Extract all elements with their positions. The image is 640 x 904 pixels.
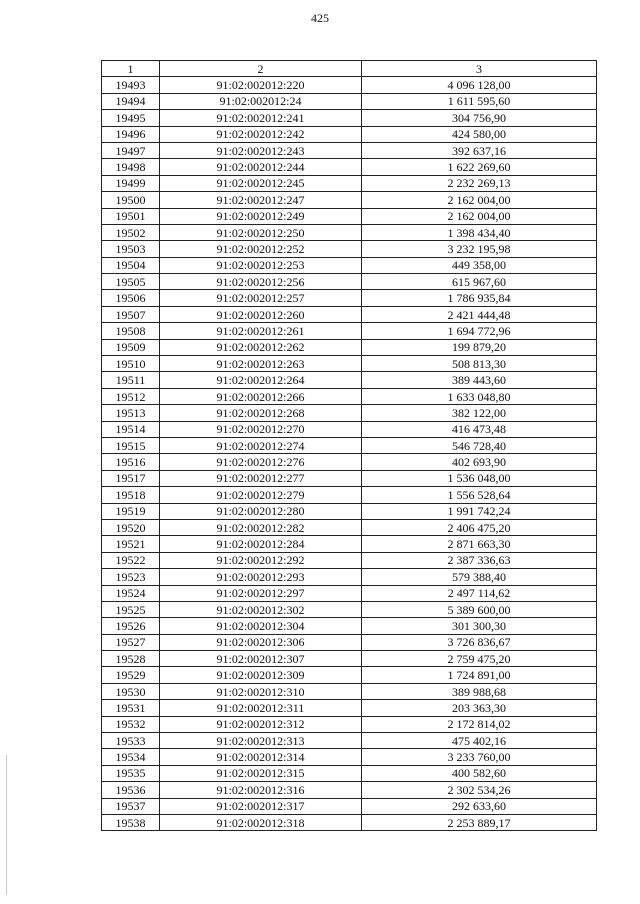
table-row — [102, 356, 597, 372]
table-row — [102, 77, 597, 93]
table-row — [102, 667, 597, 683]
row-number-cell: 19529 — [102, 667, 160, 683]
cadastral-number-cell: 91:02:002012:302 — [160, 601, 362, 617]
table-row — [102, 192, 597, 208]
cadastral-value-cell: 1 536 048,00 — [362, 470, 597, 486]
table-row — [102, 765, 597, 781]
table-row — [102, 126, 597, 142]
cadastral-value-cell: 2 497 114,62 — [362, 585, 597, 601]
cadastral-number-cell: 91:02:002012:243 — [160, 142, 362, 158]
row-number-cell: 19533 — [102, 733, 160, 749]
row-number-cell: 19509 — [102, 339, 160, 355]
cadastral-value-cell: 449 358,00 — [362, 257, 597, 273]
cadastral-value-cell: 203 363,30 — [362, 700, 597, 716]
table-row — [102, 241, 597, 257]
row-number-cell: 19524 — [102, 585, 160, 601]
table-row — [102, 339, 597, 355]
table-row — [102, 798, 597, 814]
cadastral-value-cell: 1 398 434,40 — [362, 224, 597, 240]
cadastral-value-cell: 292 633,60 — [362, 798, 597, 814]
row-number-cell: 19497 — [102, 142, 160, 158]
cadastral-value-cell: 1 556 528,64 — [362, 487, 597, 503]
cadastral-value-cell: 2 302 534,26 — [362, 782, 597, 798]
cadastral-number-cell: 91:02:002012:270 — [160, 421, 362, 437]
cadastral-value-cell: 3 232 195,98 — [362, 241, 597, 257]
row-number-cell: 19528 — [102, 651, 160, 667]
cadastral-value-cell: 1 611 595,60 — [362, 93, 597, 109]
cadastral-number-cell: 91:02:002012:306 — [160, 634, 362, 650]
cadastral-value-cell: 2 162 004,00 — [362, 208, 597, 224]
table-row — [102, 519, 597, 535]
cadastral-value-cell: 3 233 760,00 — [362, 749, 597, 765]
table-row — [102, 552, 597, 568]
row-number-cell: 19500 — [102, 192, 160, 208]
cadastral-number-cell: 91:02:002012:256 — [160, 274, 362, 290]
cadastral-number-cell: 91:02:002012:260 — [160, 306, 362, 322]
cadastral-value-cell: 615 967,60 — [362, 274, 597, 290]
table-row — [102, 634, 597, 650]
row-number-cell: 19525 — [102, 601, 160, 617]
row-number-cell: 19508 — [102, 323, 160, 339]
row-number-cell: 19532 — [102, 716, 160, 732]
cadastral-value-cell: 424 580,00 — [362, 126, 597, 142]
cadastral-number-cell: 91:02:002012:247 — [160, 192, 362, 208]
cadastral-number-cell: 91:02:002012:261 — [160, 323, 362, 339]
row-number-cell: 19502 — [102, 224, 160, 240]
cadastral-number-cell: 91:02:002012:268 — [160, 405, 362, 421]
table-row — [102, 257, 597, 273]
cadastral-number-cell: 91:02:002012:252 — [160, 241, 362, 257]
cadastral-value-cell: 1 991 742,24 — [362, 503, 597, 519]
cadastral-value-cell: 5 389 600,00 — [362, 601, 597, 617]
row-number-cell: 19506 — [102, 290, 160, 306]
table-row — [102, 749, 597, 765]
table-row — [102, 683, 597, 699]
row-number-cell: 19530 — [102, 683, 160, 699]
row-number-cell: 19531 — [102, 700, 160, 716]
cadastral-value-cell: 402 693,90 — [362, 454, 597, 470]
cadastral-number-cell: 91:02:002012:316 — [160, 782, 362, 798]
cadastral-number-cell: 91:02:002012:297 — [160, 585, 362, 601]
cadastral-number-cell: 91:02:002012:274 — [160, 437, 362, 453]
cadastral-number-cell: 91:02:002012:277 — [160, 470, 362, 486]
row-number-cell: 19499 — [102, 175, 160, 191]
cadastral-value-cell: 392 637,16 — [362, 142, 597, 158]
row-number-cell: 19536 — [102, 782, 160, 798]
cadastral-number-cell: 91:02:002012:241 — [160, 110, 362, 126]
row-number-cell: 19503 — [102, 241, 160, 257]
row-number-cell: 19494 — [102, 93, 160, 109]
row-number-cell: 19538 — [102, 814, 160, 830]
cadastral-value-cell: 546 728,40 — [362, 437, 597, 453]
cadastral-value-cell: 1 633 048,80 — [362, 388, 597, 404]
cadastral-number-cell: 91:02:002012:315 — [160, 765, 362, 781]
row-number-cell: 19526 — [102, 618, 160, 634]
cadastral-number-cell: 91:02:002012:284 — [160, 536, 362, 552]
cadastral-value-cell: 416 473,48 — [362, 421, 597, 437]
cadastral-number-cell: 91:02:002012:24 — [160, 93, 362, 109]
table-row — [102, 733, 597, 749]
cadastral-value-cell: 1 724 891,00 — [362, 667, 597, 683]
cadastral-value-cell: 2 421 444,48 — [362, 306, 597, 322]
cadastral-value-cell: 579 388,40 — [362, 569, 597, 585]
cadastral-number-cell: 91:02:002012:266 — [160, 388, 362, 404]
cadastral-value-table — [101, 60, 597, 831]
table-row — [102, 405, 597, 421]
cadastral-number-cell: 91:02:002012:263 — [160, 356, 362, 372]
row-number-cell: 19527 — [102, 634, 160, 650]
cadastral-number-cell: 91:02:002012:318 — [160, 814, 362, 830]
row-number-cell: 19537 — [102, 798, 160, 814]
row-number-cell: 19493 — [102, 77, 160, 93]
table-row — [102, 470, 597, 486]
column-header: 2 — [160, 61, 362, 77]
table-row — [102, 323, 597, 339]
cadastral-value-cell: 2 387 336,63 — [362, 552, 597, 568]
table-row — [102, 110, 597, 126]
cadastral-number-cell: 91:02:002012:307 — [160, 651, 362, 667]
table-row — [102, 388, 597, 404]
cadastral-value-cell: 2 406 475,20 — [362, 519, 597, 535]
table-row — [102, 306, 597, 322]
row-number-cell: 19496 — [102, 126, 160, 142]
cadastral-value-cell: 389 443,60 — [362, 372, 597, 388]
row-number-cell: 19518 — [102, 487, 160, 503]
column-header: 3 — [362, 61, 597, 77]
cadastral-number-cell: 91:02:002012:244 — [160, 159, 362, 175]
table-row — [102, 290, 597, 306]
cadastral-value-cell: 400 582,60 — [362, 765, 597, 781]
row-number-cell: 19498 — [102, 159, 160, 175]
cadastral-number-cell: 91:02:002012:280 — [160, 503, 362, 519]
table-row — [102, 716, 597, 732]
cadastral-number-cell: 91:02:002012:249 — [160, 208, 362, 224]
row-number-cell: 19535 — [102, 765, 160, 781]
table-row — [102, 93, 597, 109]
cadastral-number-cell: 91:02:002012:293 — [160, 569, 362, 585]
table-row — [102, 487, 597, 503]
cadastral-value-cell: 389 988,68 — [362, 683, 597, 699]
table-row — [102, 437, 597, 453]
cadastral-number-cell: 91:02:002012:304 — [160, 618, 362, 634]
cadastral-number-cell: 91:02:002012:313 — [160, 733, 362, 749]
cadastral-number-cell: 91:02:002012:282 — [160, 519, 362, 535]
table-row — [102, 175, 597, 191]
cadastral-number-cell: 91:02:002012:264 — [160, 372, 362, 388]
cadastral-number-cell: 91:02:002012:310 — [160, 683, 362, 699]
cadastral-value-cell: 301 300,30 — [362, 618, 597, 634]
cadastral-number-cell: 91:02:002012:220 — [160, 77, 362, 93]
cadastral-number-cell: 91:02:002012:250 — [160, 224, 362, 240]
cadastral-value-cell: 4 096 128,00 — [362, 77, 597, 93]
cadastral-number-cell: 91:02:002012:279 — [160, 487, 362, 503]
table-row — [102, 208, 597, 224]
row-number-cell: 19523 — [102, 569, 160, 585]
table-row — [102, 536, 597, 552]
row-number-cell: 19507 — [102, 306, 160, 322]
cadastral-value-cell: 2 871 663,30 — [362, 536, 597, 552]
table-row — [102, 700, 597, 716]
table-row — [102, 159, 597, 175]
cadastral-number-cell: 91:02:002012:292 — [160, 552, 362, 568]
cadastral-number-cell: 91:02:002012:312 — [160, 716, 362, 732]
table-row — [102, 142, 597, 158]
cadastral-value-cell: 1 786 935,84 — [362, 290, 597, 306]
row-number-cell: 19513 — [102, 405, 160, 421]
row-number-cell: 19521 — [102, 536, 160, 552]
cadastral-value-cell: 3 726 836,67 — [362, 634, 597, 650]
row-number-cell: 19520 — [102, 519, 160, 535]
row-number-cell: 19504 — [102, 257, 160, 273]
cadastral-number-cell: 91:02:002012:242 — [160, 126, 362, 142]
cadastral-number-cell: 91:02:002012:317 — [160, 798, 362, 814]
table-row — [102, 585, 597, 601]
cadastral-value-cell: 1 622 269,60 — [362, 159, 597, 175]
table-row — [102, 651, 597, 667]
row-number-cell: 19517 — [102, 470, 160, 486]
scan-edge-line — [6, 755, 7, 895]
row-number-cell: 19516 — [102, 454, 160, 470]
row-number-cell: 19510 — [102, 356, 160, 372]
row-number-cell: 19515 — [102, 437, 160, 453]
table-header-row — [102, 61, 597, 77]
table-row — [102, 224, 597, 240]
cadastral-number-cell: 91:02:002012:314 — [160, 749, 362, 765]
cadastral-number-cell: 91:02:002012:311 — [160, 700, 362, 716]
table-body — [102, 77, 597, 831]
cadastral-number-cell: 91:02:002012:245 — [160, 175, 362, 191]
cadastral-value-cell: 2 162 004,00 — [362, 192, 597, 208]
cadastral-value-cell: 1 694 772,96 — [362, 323, 597, 339]
row-number-cell: 19512 — [102, 388, 160, 404]
table-row — [102, 454, 597, 470]
cadastral-value-cell: 2 253 889,17 — [362, 814, 597, 830]
cadastral-value-cell: 2 232 269,13 — [362, 175, 597, 191]
row-number-cell: 19505 — [102, 274, 160, 290]
cadastral-value-cell: 508 813,30 — [362, 356, 597, 372]
cadastral-number-cell: 91:02:002012:309 — [160, 667, 362, 683]
row-number-cell: 19519 — [102, 503, 160, 519]
page-number: 425 — [311, 11, 329, 25]
cadastral-number-cell: 91:02:002012:253 — [160, 257, 362, 273]
table-row — [102, 372, 597, 388]
row-number-cell: 19514 — [102, 421, 160, 437]
table-row — [102, 814, 597, 830]
row-number-cell: 19534 — [102, 749, 160, 765]
column-header: 1 — [102, 61, 160, 77]
table-row — [102, 618, 597, 634]
row-number-cell: 19522 — [102, 552, 160, 568]
cadastral-value-cell: 475 402,16 — [362, 733, 597, 749]
cadastral-number-cell: 91:02:002012:276 — [160, 454, 362, 470]
cadastral-value-cell: 2 759 475,20 — [362, 651, 597, 667]
table-row — [102, 421, 597, 437]
cadastral-value-cell: 304 756,90 — [362, 110, 597, 126]
cadastral-number-cell: 91:02:002012:257 — [160, 290, 362, 306]
table-row — [102, 569, 597, 585]
cadastral-value-cell: 382 122,00 — [362, 405, 597, 421]
row-number-cell: 19501 — [102, 208, 160, 224]
cadastral-value-cell: 199 879,20 — [362, 339, 597, 355]
cadastral-value-cell: 2 172 814,02 — [362, 716, 597, 732]
cadastral-number-cell: 91:02:002012:262 — [160, 339, 362, 355]
row-number-cell: 19495 — [102, 110, 160, 126]
table-row — [102, 782, 597, 798]
row-number-cell: 19511 — [102, 372, 160, 388]
table-row — [102, 601, 597, 617]
table-row — [102, 503, 597, 519]
table-row — [102, 274, 597, 290]
